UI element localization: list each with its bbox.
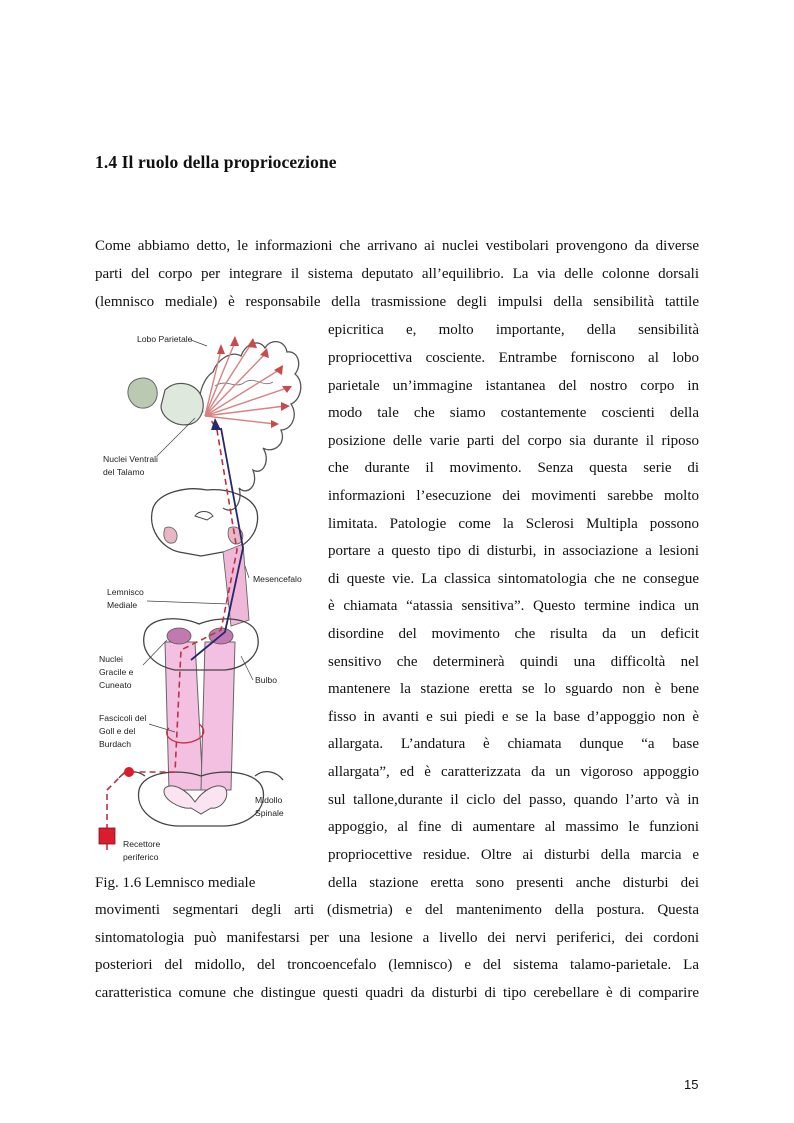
label-nuclei-gracile: Nuclei bbox=[99, 654, 123, 664]
section-heading: 1.4 Il ruolo della propriocezione bbox=[95, 152, 337, 172]
cortex-fold bbox=[215, 380, 273, 386]
label-lemnisco-2: Mediale bbox=[107, 600, 138, 610]
label-recettore-2: periferico bbox=[123, 852, 159, 862]
paragraph-line: informazioni l’esecuzione dei movimenti sarebbe molto bbox=[328, 488, 699, 504]
paragraph-line: (lemnisco mediale) è responsabile della trasmissione degli impulsi della sensibilità tattile bbox=[95, 294, 699, 310]
paragraph-line: disordine del movimento che risulta da un deficit bbox=[328, 626, 699, 642]
paragraph-line: portare a questo tipo di disturbi, in associazione a lesioni bbox=[328, 543, 699, 559]
label-nuclei-gracile-3: Cuneato bbox=[99, 680, 132, 690]
label-nuclei-ventrali-2: del Talamo bbox=[103, 467, 145, 477]
paragraph-line: allargata”, ed è caratterizzata da un vigoroso appoggio bbox=[328, 764, 699, 780]
paragraph-line: sul tallone,durante il ciclo del passo, quando l’arto và in bbox=[328, 792, 699, 808]
ganglion bbox=[124, 767, 134, 777]
paragraph-line: è chiamata “atassia sensitiva”. Questo termine indica un bbox=[328, 598, 699, 614]
label-bulbo: Bulbo bbox=[255, 675, 277, 685]
ventral-root bbox=[255, 772, 283, 780]
label-recettore: Recettore bbox=[123, 839, 161, 849]
paragraph-line: che durante il movimento. Senza questa serie di bbox=[328, 460, 699, 476]
aqueduct bbox=[195, 512, 213, 521]
paragraph-line: di queste vie. La classica sintomatologia che ne consegue bbox=[328, 571, 699, 587]
label-midollo: Midollo bbox=[255, 795, 283, 805]
label-nuclei-gracile-2: Gracile e bbox=[99, 667, 134, 677]
paragraph-line: posizione delle varie parti del corpo sia durante il riposo bbox=[328, 433, 699, 449]
paragraph-line: appoggio, al fine di aumentare al massimo le funzioni bbox=[328, 819, 699, 835]
left-fasciculus bbox=[165, 642, 203, 790]
paragraph-line: della stazione eretta sono presenti anche disturbi dei bbox=[328, 875, 699, 891]
paragraph-line: sintomatologia può manifestarsi per una lesione a livello dei nervi periferici, dei cordoni bbox=[95, 930, 699, 946]
paragraph-line: parti del corpo per integrare il sistema deputato all’equilibrio. La via delle colonne dorsali bbox=[95, 266, 699, 282]
paragraph-line: propriocettive residue. Oltre ai disturbi della marcia e bbox=[328, 847, 699, 863]
figure-caption: Fig. 1.6 Lemnisco mediale bbox=[95, 875, 256, 891]
paragraph-line: propriocettiva cosciente. Entrambe forniscono al lobo bbox=[328, 350, 699, 366]
paragraph-line: parietale un’immagine istantanea del nostro corpo in bbox=[328, 378, 699, 394]
page-number: 15 bbox=[684, 1077, 699, 1092]
paragraph-line: sensitivo che determinerà quindi una difficoltà nel bbox=[328, 654, 699, 670]
right-fasciculus bbox=[201, 642, 235, 790]
paragraph-line: modo tale che siamo costantemente coscienti della bbox=[328, 405, 699, 421]
label-lobo-parietale: Lobo Parietale bbox=[137, 334, 193, 344]
thalamus-left bbox=[128, 378, 157, 408]
paragraph-line: epicritica e, molto importante, della sensibilità bbox=[328, 322, 699, 338]
nucleus-gracilis bbox=[167, 628, 191, 644]
paragraph-line: fisso in avanti e sui piedi e se la base d’appoggio non è bbox=[328, 709, 699, 725]
paragraph-line: caratteristica comune che distingue questi quadri da disturbi di tipo cerebellare è di comparire bbox=[95, 985, 699, 1001]
label-fascicoli-2: Goll e del bbox=[99, 726, 136, 736]
paragraph-line: movimenti segmentari degli arti (dismetria) e del mantenimento della postura. Questa bbox=[95, 902, 699, 918]
peripheral-receptor bbox=[99, 828, 115, 844]
label-lemnisco: Lemnisco bbox=[107, 587, 144, 597]
thalamus bbox=[161, 383, 203, 424]
paragraph-line: posteriori del midollo, del troncoencefalo (lemnisco) e del sistema talamo-parietale. La bbox=[95, 957, 699, 973]
paragraph-line: mantenere la stazione eretta se lo sguardo non è bene bbox=[328, 681, 699, 697]
label-midollo-2: Spinale bbox=[255, 808, 284, 818]
label-fascicoli: Fascicoli del bbox=[99, 713, 147, 723]
label-nuclei-ventrali: Nuclei Ventrali bbox=[103, 454, 158, 464]
fiber-fan bbox=[205, 342, 287, 424]
label-fascicoli-3: Burdach bbox=[99, 739, 132, 749]
arrowheads bbox=[217, 336, 292, 428]
medial-lemniscus-tract bbox=[223, 544, 249, 626]
paragraph-line: limitata. Patologie come la Sclerosi Multipla possono bbox=[328, 516, 699, 532]
bulb-outline bbox=[144, 619, 258, 670]
paragraph-line: allargata. L’andatura è chiamata dunque “a base bbox=[328, 736, 699, 752]
lemniscus-figure bbox=[95, 320, 317, 868]
label-mesencefalo: Mesencefalo bbox=[253, 574, 302, 584]
paragraph-line: Come abbiamo detto, le informazioni che arrivano ai nuclei vestibolari provengono da diverse bbox=[95, 238, 699, 254]
cerebral-peduncle-l bbox=[164, 527, 177, 543]
